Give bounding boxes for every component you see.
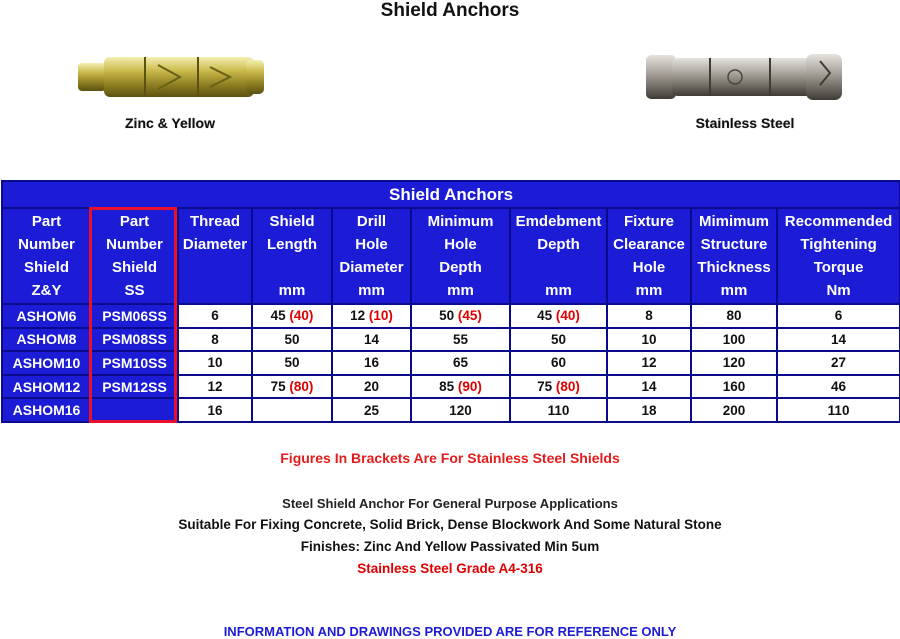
general-purpose-note: Steel Shield Anchor For General Purpose Applications bbox=[282, 496, 618, 511]
cell-clearance bbox=[607, 351, 691, 375]
cell-drill bbox=[332, 398, 411, 422]
cell-hole_depth bbox=[411, 375, 510, 399]
cell-thread bbox=[178, 398, 252, 422]
cell-value: 200 bbox=[722, 402, 746, 418]
cell-value: 12 bbox=[207, 379, 223, 395]
header-line: mm bbox=[278, 282, 306, 299]
cell-clearance bbox=[607, 398, 691, 422]
cell-torque bbox=[777, 375, 900, 399]
stainless-value: (10) bbox=[368, 308, 393, 324]
cell-embed bbox=[510, 304, 607, 328]
cell-length bbox=[252, 304, 332, 328]
cell-value: 16 bbox=[363, 355, 380, 371]
cell-torque bbox=[777, 351, 900, 375]
header-line: Z&Y bbox=[31, 282, 62, 299]
cell-value: PSM06SS bbox=[102, 307, 167, 324]
stainless-value: (40) bbox=[555, 308, 580, 324]
header-line: Depth bbox=[439, 259, 482, 276]
cell-value: 14 bbox=[831, 331, 847, 347]
header-line: Length bbox=[267, 236, 317, 253]
header-line: Thickness bbox=[697, 259, 771, 276]
zinc-yellow-caption: Zinc & Yellow bbox=[125, 115, 215, 131]
cell-embed bbox=[510, 398, 607, 422]
cell-value: 12 bbox=[350, 308, 366, 324]
header-line: Part bbox=[31, 213, 62, 230]
header-line: Hole bbox=[444, 236, 477, 253]
cell-clearance bbox=[607, 328, 691, 352]
header-cell bbox=[510, 208, 607, 304]
table-header-row bbox=[2, 208, 900, 304]
header-line: Hole bbox=[632, 259, 666, 276]
cell-value: PSM10SS bbox=[102, 354, 167, 371]
header-line: mm bbox=[447, 282, 474, 299]
cell-zy bbox=[2, 375, 91, 399]
cell-drill bbox=[332, 328, 411, 352]
cell-value: 65 bbox=[452, 355, 469, 371]
cell-zy bbox=[2, 328, 91, 352]
cell-length bbox=[252, 351, 332, 375]
cell-length bbox=[252, 398, 332, 422]
header-cell bbox=[777, 208, 900, 304]
cell-zy bbox=[2, 304, 91, 328]
cell-thickness bbox=[691, 375, 777, 399]
cell-ss bbox=[91, 398, 178, 422]
header-line: Diameter bbox=[182, 236, 248, 253]
header-line: mm bbox=[358, 282, 385, 299]
cell-value: ASHOM8 bbox=[16, 331, 77, 348]
stainless-anchor-image bbox=[640, 45, 850, 107]
page-title: Shield Anchors bbox=[380, 0, 520, 21]
header-cell bbox=[332, 208, 411, 304]
cell-value: 10 bbox=[207, 355, 223, 371]
cell-value: 80 bbox=[726, 308, 742, 324]
cell-torque bbox=[777, 304, 900, 328]
cell-value: ASHOM10 bbox=[12, 354, 81, 371]
zinc-anchor-image bbox=[70, 45, 270, 107]
cell-embed bbox=[510, 328, 607, 352]
header-line: mm bbox=[635, 282, 663, 299]
cell-value: 18 bbox=[641, 402, 657, 418]
suitable-for-note: Suitable For Fixing Concrete, Solid Brick, Dense Blockwork And Some Natural Stone bbox=[178, 517, 722, 532]
header-line bbox=[179, 256, 251, 279]
header-line: Number bbox=[106, 236, 163, 253]
header-cell bbox=[2, 208, 91, 304]
header-line: Shield bbox=[23, 259, 69, 276]
cell-value: 50 bbox=[284, 331, 300, 347]
header-line: Hole bbox=[355, 236, 388, 253]
table-title: Shield Anchors bbox=[2, 181, 900, 208]
cell-clearance bbox=[607, 304, 691, 328]
cell-value: 12 bbox=[641, 355, 657, 371]
cell-value: 60 bbox=[550, 355, 567, 371]
cell-value: 45 bbox=[270, 308, 286, 324]
cell-ss bbox=[91, 351, 178, 375]
cell-value: 10 bbox=[641, 331, 657, 347]
header-line: Shield bbox=[269, 213, 315, 230]
cell-value: 45 bbox=[537, 308, 553, 324]
cell-value: 8 bbox=[211, 331, 219, 347]
stainless-value: (90) bbox=[457, 379, 482, 395]
header-line bbox=[179, 279, 251, 302]
header-cell bbox=[91, 208, 178, 304]
product-stainless bbox=[625, 45, 865, 131]
cell-thickness bbox=[691, 328, 777, 352]
cell-value: 14 bbox=[641, 379, 657, 395]
header-line: Nm bbox=[826, 282, 851, 299]
cell-value: 6 bbox=[211, 308, 219, 324]
cell-ss bbox=[91, 375, 178, 399]
cell-thickness bbox=[691, 398, 777, 422]
header-cell bbox=[411, 208, 510, 304]
cell-value: ASHOM6 bbox=[16, 307, 77, 324]
header-line: Clearance bbox=[613, 236, 685, 253]
cell-value: 160 bbox=[722, 379, 746, 395]
table-row bbox=[2, 304, 900, 328]
stainless-value: (80) bbox=[555, 379, 580, 395]
cell-ss bbox=[91, 304, 178, 328]
stainless-grade-note: Stainless Steel Grade A4-316 bbox=[357, 561, 543, 576]
stainless-caption: Stainless Steel bbox=[695, 115, 795, 131]
cell-value: PSM08SS bbox=[102, 331, 167, 348]
header-line: Fixture bbox=[623, 213, 674, 230]
header-line: Thread bbox=[189, 213, 240, 230]
header-line: mm bbox=[545, 282, 572, 299]
cell-value: 110 bbox=[827, 402, 850, 418]
cell-length bbox=[252, 375, 332, 399]
header-line: Shield bbox=[111, 259, 157, 276]
cell-value: 20 bbox=[363, 379, 380, 395]
cell-hole_depth bbox=[411, 398, 510, 422]
cell-value: 50 bbox=[550, 331, 567, 347]
cell-value: 14 bbox=[363, 331, 380, 347]
cell-embed bbox=[510, 375, 607, 399]
cell-value: 50 bbox=[439, 308, 455, 324]
cell-value: 55 bbox=[452, 331, 469, 347]
header-cell bbox=[691, 208, 777, 304]
product-zinc-yellow bbox=[50, 45, 290, 131]
cell-value: 120 bbox=[722, 355, 746, 371]
finishes-note: Finishes: Zinc And Yellow Passivated Min 5um bbox=[300, 539, 600, 554]
reference-disclaimer: INFORMATION AND DRAWINGS PROVIDED ARE FOR REFERENCE ONLY bbox=[223, 624, 677, 639]
header-line: Recommended bbox=[784, 213, 893, 230]
cell-value: 46 bbox=[831, 379, 847, 395]
brackets-note: Figures In Brackets Are For Stainless Steel Shields bbox=[280, 450, 620, 466]
cell-drill bbox=[332, 375, 411, 399]
header-line bbox=[511, 256, 606, 279]
cell-value: 6 bbox=[834, 308, 843, 324]
cell-value: 50 bbox=[284, 355, 300, 371]
header-line: mm bbox=[720, 282, 748, 299]
table-row bbox=[2, 328, 900, 352]
cell-hole_depth bbox=[411, 304, 510, 328]
header-line: Drill bbox=[356, 213, 387, 230]
cell-value: 16 bbox=[207, 402, 223, 418]
cell-ss bbox=[91, 328, 178, 352]
header-line: Minimum bbox=[427, 213, 494, 230]
header-cell bbox=[178, 208, 252, 304]
header-line bbox=[253, 256, 331, 279]
cell-hole_depth bbox=[411, 351, 510, 375]
header-line: Diameter bbox=[339, 259, 404, 276]
cell-value: 27 bbox=[831, 355, 847, 371]
cell-thread bbox=[178, 304, 252, 328]
cell-value: 100 bbox=[722, 331, 746, 347]
stainless-value: (45) bbox=[457, 308, 482, 324]
shield-anchor-table bbox=[1, 180, 900, 423]
cell-thread bbox=[178, 328, 252, 352]
cell-value: 25 bbox=[363, 402, 380, 418]
header-line: Depth bbox=[537, 236, 580, 253]
cell-value: PSM12SS bbox=[102, 378, 167, 395]
cell-thread bbox=[178, 375, 252, 399]
cell-thread bbox=[178, 351, 252, 375]
header-line: Mimimum bbox=[698, 213, 769, 230]
cell-value: 110 bbox=[547, 402, 570, 418]
cell-thickness bbox=[691, 351, 777, 375]
cell-torque bbox=[777, 328, 900, 352]
table-row bbox=[2, 351, 900, 375]
cell-drill bbox=[332, 304, 411, 328]
cell-value: 75 bbox=[537, 379, 553, 395]
cell-hole_depth bbox=[411, 328, 510, 352]
header-cell bbox=[607, 208, 691, 304]
header-line: Part bbox=[119, 213, 150, 230]
table-row bbox=[2, 375, 900, 399]
header-line: Torque bbox=[813, 259, 864, 276]
header-cell bbox=[252, 208, 332, 304]
header-line: Number bbox=[18, 236, 75, 253]
table-body bbox=[2, 304, 900, 422]
cell-value: 75 bbox=[270, 379, 286, 395]
cell-drill bbox=[332, 351, 411, 375]
cell-value: 120 bbox=[449, 402, 472, 418]
header-line: Tightening bbox=[800, 236, 877, 253]
header-line: Structure bbox=[700, 236, 768, 253]
cell-clearance bbox=[607, 375, 691, 399]
cell-torque bbox=[777, 398, 900, 422]
stainless-value: (80) bbox=[289, 379, 314, 395]
cell-length bbox=[252, 328, 332, 352]
stainless-value: (40) bbox=[289, 308, 314, 324]
cell-thickness bbox=[691, 304, 777, 328]
header-line: Emdebment bbox=[515, 213, 602, 230]
table-row bbox=[2, 398, 900, 422]
cell-zy bbox=[2, 398, 91, 422]
cell-value: ASHOM16 bbox=[12, 402, 81, 419]
table-title-row bbox=[2, 181, 900, 208]
cell-value: 8 bbox=[645, 308, 653, 324]
cell-zy bbox=[2, 351, 91, 375]
cell-embed bbox=[510, 351, 607, 375]
cell-value: 85 bbox=[439, 379, 455, 395]
header-line: SS bbox=[124, 282, 145, 299]
cell-value: ASHOM12 bbox=[12, 378, 81, 395]
